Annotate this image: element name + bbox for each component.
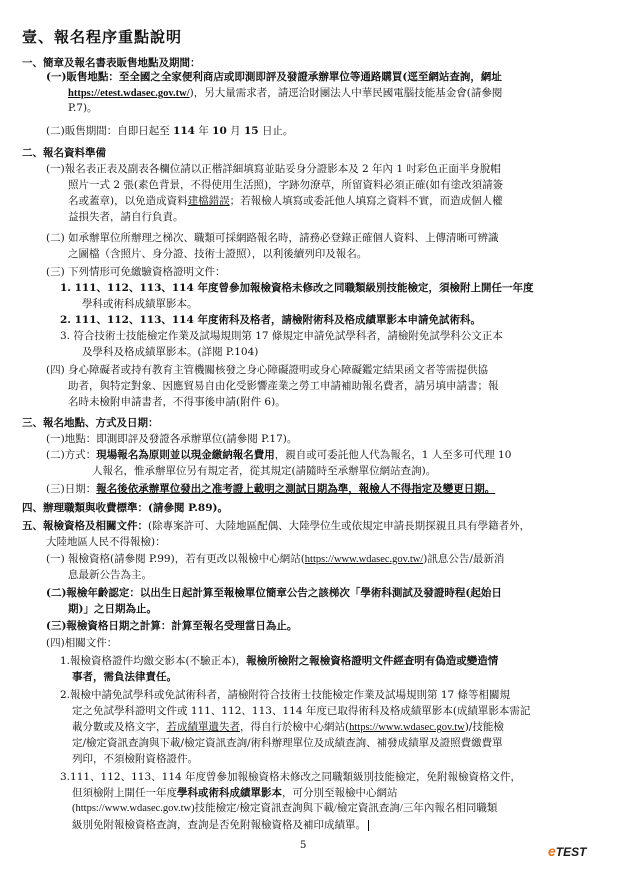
s5-c: (三)報檢資格日期之計算：計算至報名受理當日為止。: [46, 620, 298, 632]
s5-a-line2: 息最新公告為主。: [68, 569, 152, 581]
s5-d: (四)相關文件：: [46, 637, 118, 649]
s1-b-month-unit: 月: [230, 125, 241, 137]
s5-a1-rest: )訊息公告/最新消: [423, 553, 505, 565]
s2-c3-line2: 及學科及格成績單影本。(詳閱 P.104): [82, 346, 259, 358]
s2-a3-rest: ；若報檢人填寫或委託他人填寫之資料不實，而造成個人權: [229, 195, 503, 207]
s1-item-a-line1: (一)販售地點：至全國之全家便利商店或即測即評及發證承辦單位等通路購買(逕至網站查詢，網址: [46, 71, 502, 83]
s5-title-line2: 大陸地區人民不得報檢)：: [46, 536, 166, 548]
page-number: 5: [300, 840, 307, 851]
wdasec-url-link-1[interactable]: https://www.wdasec.gov.tw/: [304, 554, 424, 565]
s3-b-line1: [46, 448, 511, 462]
s5-a1-pre: (一) 報檢資格(請參閱 P.99)，若有更改以報檢中心網站(: [46, 553, 305, 565]
s5-d3b-bold: 學科或術科成績單影本: [177, 787, 282, 799]
s2-a-line1: (一)報名表正表及副表各欄位請以正楷詳細填寫並貼妥身分證影本及 2 年內 1 吋彩色正面半身脫帽: [46, 163, 501, 175]
etest-logo-e: e: [548, 843, 556, 859]
s2-c1-line1: 1. 111、112、113、114 年度曾參加報檢資格未修改之同職類級別技能檢定，須檢附上開任一年度: [60, 282, 534, 294]
s5-d2-line2: 定之免試學科證明文件或 111、112、113、114 年度已取得術科及格成績單影本(成績單影本需記: [72, 705, 531, 717]
section-2-title: 二、報名資料準備: [22, 147, 106, 159]
s1-item-a-line3: P.7)。: [68, 102, 98, 114]
s2-d-line1: (四) 身心障礙者或持有教育主管機關核發之身心障礙證明或身心障礙鑑定結果函文者等需提供協: [46, 364, 489, 376]
s3-b-rest: ，親自或可委託他人代為報名，1 人至多可代理 10: [274, 449, 512, 461]
section-3-title: 三、報名地點、方式及日期：: [22, 417, 159, 429]
s5-d2-line5: 列印，不須檢附資格證件。: [72, 753, 198, 765]
s5-d3-line3: (https://www.wdasec.gov.tw)技能檢定/檢定資訊查詢與下載/檢定資訊查詢/三年內報名相同職類: [72, 803, 498, 814]
s5-d2c-rest: )/技能檢: [464, 721, 504, 733]
s5-d3b-rest: ，可分別至報檢中心網站: [282, 787, 398, 799]
s5-d2-line4: 定/檢定資訊查詢與下載/檢定資訊查詢/術科辦理單位及成績查詢、補發成績單及證照費繳費單: [72, 737, 503, 749]
section-5-title: [22, 519, 530, 533]
s1-item-a-line2-text: )，另大量需求者，請逕洽財團法人中華民國電腦技能基金會(請參閱: [189, 87, 503, 99]
s1-item-b: [46, 124, 293, 138]
s5-d1-bold: 報檢所檢附之報檢資格證明文件經查明有偽造或變造情: [246, 655, 499, 667]
section-4-title: 四、辦理職類與收費標準：(請參閱 P.89)。: [22, 502, 229, 514]
s5-d2-line1: 2.報檢中請免試學科或免試術科者，請檢附符合技術士技能檢定作業及試場規則第 17 條等相關規: [60, 689, 511, 701]
s5-d1-pre: 1.報檢資格證件均繳交影本(不驗正本)，: [60, 655, 247, 667]
s2-c: (三) 下列情形可免繳驗資格證明文件：: [46, 266, 226, 278]
s5-a-line1: [46, 552, 504, 567]
s3-b-bold: 現場報名為原則並以現金繳納報名費用: [96, 449, 275, 461]
s5-b-line2: 期)」之日期為止。: [68, 603, 157, 615]
s3-c-bold: 報名後依承辦單位發出之准考證上載明之測試日期為準，報檢人不得指定及變更日期。: [96, 483, 496, 495]
text-cursor: [368, 820, 369, 831]
s2-c3-line1: 3. 符合技術士技能檢定作業及試場規則第 17 條規定申請免試學科者，請檢附免試學科公文正本: [60, 330, 503, 342]
s2-b-line2: 之圖檔（含照片、身分證、技術士證照），以利後續列印及報名。: [68, 248, 368, 260]
s1-b-pre: (二)販售期間：自即日起至: [46, 125, 170, 137]
s5-d2c-mid: ，得自行於檢中心網站(: [240, 721, 350, 733]
s5-d3b-pre: 但須檢附上開任一年度: [72, 787, 177, 799]
s3-c-pre: (三)日期：: [46, 483, 97, 495]
s2-c2: 2. 111、112、113、114 年度術科及格者，請檢附術科及格成績單影本申請免試術科。: [60, 314, 481, 326]
s5-d3-line2: [72, 786, 398, 800]
etest-logo: [548, 843, 586, 859]
s2-d-line2: 助者，與特定對象、因應貿易自由化受影響產業之勞工申請補助報名費者，請另填申請書；報: [68, 380, 499, 392]
s2-b-line1: (二) 如承辦單位所辦理之梯次、職類可採網路報名時，請務必登錄正確個人資料、上傳清晰可辨識: [46, 232, 499, 244]
s1-b-month: 10: [212, 125, 227, 137]
s1-b-year-unit: 年: [198, 125, 209, 137]
s2-d-line3: 名時未檢附申請書者，不得事後申請(附件 6)。: [68, 396, 286, 408]
wdasec-url-link-2[interactable]: https://www.wdasec.gov.tw: [349, 722, 465, 733]
s1-b-end: 日止。: [261, 125, 294, 137]
s5-d3d-text: 級別免附報檢資格查詢，查詢是否免附報檢資格及補印成績單。: [72, 819, 366, 831]
etest-url-link[interactable]: https://etest.wdasec.gov.tw/: [68, 88, 190, 99]
s2-a-line4: 益損失者，請自行負責。: [68, 211, 184, 223]
s1-b-day: 15: [243, 125, 259, 137]
s5-d3-line1: 3.111、112、113、114 年度曾參加報檢資格未修改之同職類級別技能檢定，免附報檢資格文件，: [60, 771, 522, 783]
s5-title-rest: (除專案許可、大陸地區配偶、大陸學位生或依規定申請長期探親且具有學籍者外，: [148, 520, 531, 532]
s5-d2c-pre: 載分數或及格文字，: [72, 721, 167, 733]
s2-a3-underline: 建檔錯誤: [187, 195, 230, 207]
s1-item-a-line2: [68, 86, 502, 101]
s2-a-line2: 照片一式 2 張(素色背景，不得使用生活照)，字跡勿潦草，所留資料必須正確(如有塗改須請簽: [68, 179, 504, 191]
s5-b-line1: (二)報檢年齡認定：以出生日起計算至報檢單位簡章公告之該梯次「學術科測試及發證時程(起始日: [46, 587, 502, 599]
s3-a: (一)地點：即測即評及發證各承辦單位(請參閱 P.17)。: [46, 433, 298, 445]
s2-c1-line2: 學科或術科成績單影本。: [82, 298, 198, 310]
page-heading: 壹、報名程序重點說明: [22, 28, 183, 46]
s1-b-year: 114: [173, 125, 195, 137]
etest-logo-text: TEST: [555, 845, 587, 859]
s2-a-line3: [68, 194, 503, 208]
s5-d2-line3: [72, 720, 504, 735]
s5-d1-line1: [60, 654, 498, 668]
section-1-title: 一、簡章及報名書表販售地點及期間：: [22, 57, 201, 69]
s3-b-line2: 人報名，惟承辦單位另有規定者，從其規定(請隨時至承辦單位網站查詢)。: [92, 465, 437, 477]
s2-a3-pre: 名或蓋章)，以免造成資料: [68, 195, 188, 207]
s3-c: [46, 482, 495, 496]
s5-d2c-underline: 若成績單遺失者: [166, 721, 240, 733]
s5-d3-line4: [72, 818, 369, 832]
s5-d1-line2: 事者，需負法律責任。: [72, 671, 177, 683]
s5-title-bold: 五、報檢資格及相關文件：: [22, 520, 148, 532]
s3-b-pre: (二)方式：: [46, 449, 97, 461]
